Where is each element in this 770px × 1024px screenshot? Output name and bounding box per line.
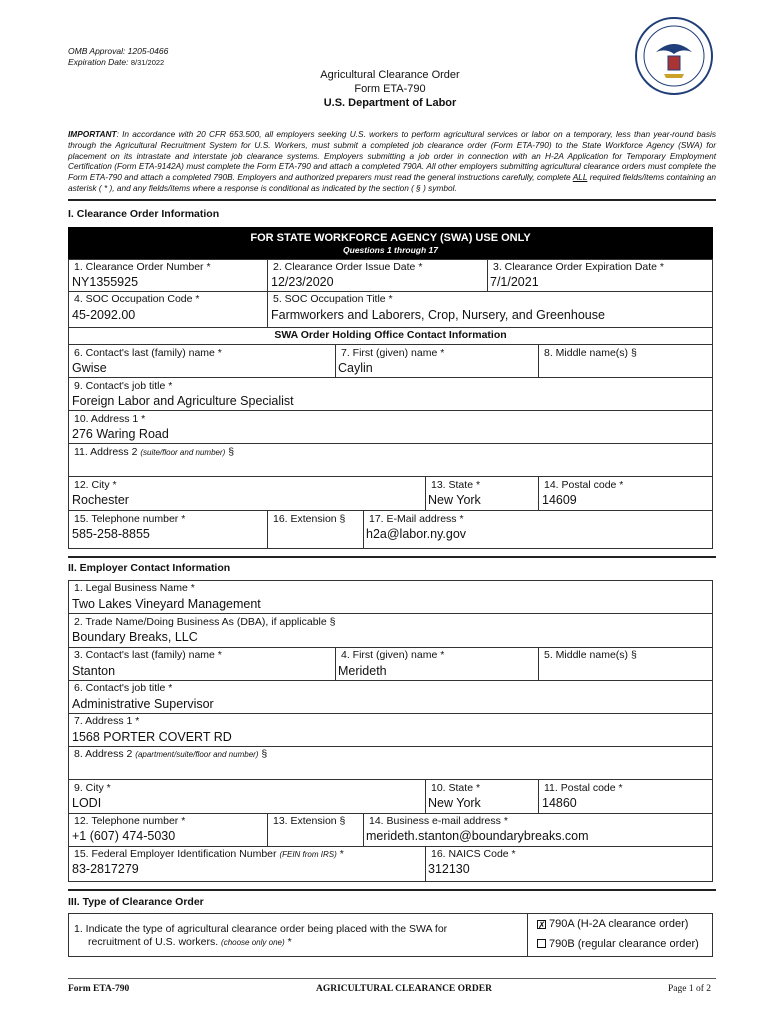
checkbox-790b[interactable]	[537, 939, 546, 948]
field-16-label: 16. Extension §	[273, 513, 346, 525]
emp-field-2-label: 2. Trade Name/Doing Business As (DBA), if applicable §	[74, 616, 336, 628]
field-4-label: 4. SOC Occupation Code *	[74, 293, 200, 305]
omb-block	[68, 46, 168, 68]
employer-state[interactable]: New York	[428, 796, 481, 810]
divider	[68, 199, 716, 201]
clearance-type-question-cont: recruitment of U.S. workers. (choose only one) *	[88, 936, 292, 948]
soc-occupation-code[interactable]: 45-2092.00	[72, 308, 136, 322]
title-line-1: Agricultural Clearance Order	[320, 69, 460, 81]
swa-telephone[interactable]: 585-258-8855	[72, 527, 150, 541]
important-all: ALL	[572, 172, 588, 183]
naics-code[interactable]: 312130	[428, 862, 470, 876]
field-17-label: 17. E-Mail address *	[369, 513, 464, 525]
field-6-label: 6. Contact's last (family) name *	[74, 347, 222, 359]
field-15-label: 15. Telephone number *	[74, 513, 186, 525]
swa-bar-title: FOR STATE WORKFORCE AGENCY (SWA) USE ONLY	[250, 232, 531, 244]
emp-field-8-label: 8. Address 2 (apartment/suite/floor and number) §	[74, 748, 268, 760]
field-8-label: 8. Middle name(s) §	[544, 347, 637, 359]
swa-contact-last-name[interactable]: Gwise	[72, 361, 107, 375]
divider	[68, 889, 716, 891]
emp-field-15-label: 15. Federal Employer Identification Number (FEIN from IRS) *	[74, 848, 344, 860]
field-10-label: 10. Address 1 *	[74, 413, 146, 425]
section-1-heading: I. Clearance Order Information	[68, 208, 220, 220]
emp-field-6-label: 6. Contact's job title *	[74, 682, 173, 694]
option-790b[interactable]	[537, 938, 699, 950]
title-line-2: Form ETA-790	[354, 83, 426, 95]
section-3-heading: III. Type of Clearance Order	[68, 896, 204, 908]
title-line-3: U.S. Department of Labor	[323, 97, 457, 109]
important-text: : In accordance with 20 CFR 653.500, all employers seeking U.S. workers to perform agricultural services or labor on a temporary, less than year-round basis through the Agricultural Recruitment System for U.S. Workers, must submit a completed job clearance order (Form ETA-790) to the State Workforce Agency (SWA) for placement on its intrastate and interstate job clearance systems. Employers submitting a job order in connection with an H-2A Application for Temporary Employment Certification (Form ETA-9142A) must complete the Form ETA-790 and attach a completed 790A. All other employers submitting agricultural clearance orders must complete the Form ETA-790 and attach a completed 790B. Employers and authorized preparers must read the general instructions carefully, complete	[68, 129, 716, 183]
form-title	[260, 68, 520, 110]
expiration-date: 8/31/2022	[130, 58, 165, 67]
swa-address-1[interactable]: 276 Waring Road	[72, 427, 169, 441]
emp-field-14-label: 14. Business e-mail address *	[369, 815, 508, 827]
emp-field-10-label: 10. State *	[431, 782, 481, 794]
department-seal-icon	[634, 16, 714, 96]
important-lead: IMPORTANT	[68, 129, 117, 139]
trade-name-dba[interactable]: Boundary Breaks, LLC	[72, 630, 198, 644]
field-12-label: 12. City *	[74, 479, 117, 491]
emp-field-7-label: 7. Address 1 *	[74, 715, 140, 727]
field-11-label: 11. Address 2 (suite/floor and number) §	[74, 446, 235, 458]
expiration-label: Expiration Date:	[68, 57, 129, 67]
legal-business-name[interactable]: Two Lakes Vineyard Management	[72, 597, 261, 611]
employer-contact-last-name[interactable]: Stanton	[72, 664, 116, 678]
footer-title: AGRICULTURAL CLEARANCE ORDER	[316, 984, 492, 994]
field-14-label: 14. Postal code *	[544, 479, 624, 491]
clearance-order-issue-date[interactable]: 12/23/2020	[271, 275, 334, 289]
emp-field-4-label: 4. First (given) name *	[341, 649, 445, 661]
emp-field-1-label: 1. Legal Business Name *	[74, 582, 195, 594]
checkbox-790a-checked[interactable]: ✗	[538, 920, 546, 930]
expiration-line	[68, 57, 168, 68]
emp-field-16-label: 16. NAICS Code *	[431, 848, 516, 860]
emp-field-5-label: 5. Middle name(s) §	[544, 649, 637, 661]
fein[interactable]: 83-2817279	[72, 862, 139, 876]
swa-contact-first-name[interactable]: Caylin	[338, 361, 373, 375]
swa-use-only-bar	[68, 227, 713, 259]
employer-contact-first-name[interactable]: Merideth	[338, 664, 387, 678]
swa-postal-code[interactable]: 14609	[542, 493, 577, 507]
important-tail: required fields/items containing an asterisk ( * ), and any fields/items where a response is conditional as indicated by the section ( § ) symbol.	[68, 172, 716, 193]
omb-approval: OMB Approval: 1205-0466	[68, 46, 169, 56]
option-790a[interactable]	[537, 918, 688, 930]
field-9-label: 9. Contact's job title *	[74, 380, 173, 392]
option-790b-label: 790B (regular clearance order)	[549, 938, 699, 950]
footer-divider	[68, 978, 716, 979]
important-notice	[68, 129, 716, 194]
clearance-order-expiration-date[interactable]: 7/1/2021	[490, 275, 539, 289]
section-2-heading: II. Employer Contact Information	[68, 562, 231, 574]
field-7-label: 7. First (given) name *	[341, 347, 445, 359]
option-790a-label: 790A (H-2A clearance order)	[549, 918, 689, 930]
swa-state[interactable]: New York	[428, 493, 481, 507]
field-13-label: 13. State *	[431, 479, 481, 491]
footer-page: Page 1 of 2	[668, 984, 712, 994]
field-5-label: 5. SOC Occupation Title *	[273, 293, 393, 305]
field-1-label: 1. Clearance Order Number *	[74, 261, 211, 273]
clearance-type-question: 1. Indicate the type of agricultural clearance order being placed with the SWA for	[74, 923, 448, 935]
footer-form-id: Form ETA-790	[68, 984, 130, 994]
emp-field-9-label: 9. City *	[74, 782, 111, 794]
emp-field-11-label: 11. Postal code *	[544, 782, 623, 794]
employer-address-1[interactable]: 1568 PORTER COVERT RD	[72, 730, 232, 744]
employer-postal-code[interactable]: 14860	[542, 796, 577, 810]
soc-occupation-title[interactable]: Farmworkers and Laborers, Crop, Nursery, and Greenhouse	[271, 308, 605, 322]
emp-field-13-label: 13. Extension §	[273, 815, 346, 827]
clearance-order-number[interactable]: NY1355925	[72, 275, 139, 289]
divider	[68, 556, 716, 558]
emp-field-3-label: 3. Contact's last (family) name *	[74, 649, 222, 661]
swa-contact-job-title[interactable]: Foreign Labor and Agriculture Specialist	[72, 394, 294, 408]
field-2-label: 2. Clearance Order Issue Date *	[273, 261, 423, 273]
employer-telephone[interactable]: +1 (607) 474-5030	[72, 829, 176, 843]
swa-bar-sub: Questions 1 through 17	[343, 245, 438, 255]
field-3-label: 3. Clearance Order Expiration Date *	[493, 261, 664, 273]
emp-field-12-label: 12. Telephone number *	[74, 815, 186, 827]
swa-office-heading: SWA Order Holding Office Contact Information	[274, 329, 507, 341]
employer-email[interactable]: merideth.stanton@boundarybreaks.com	[366, 829, 589, 843]
swa-email[interactable]: h2a@labor.ny.gov	[366, 527, 467, 541]
employer-city[interactable]: LODI	[72, 796, 102, 810]
swa-city[interactable]: Rochester	[72, 493, 129, 507]
employer-contact-job-title[interactable]: Administrative Supervisor	[72, 697, 214, 711]
